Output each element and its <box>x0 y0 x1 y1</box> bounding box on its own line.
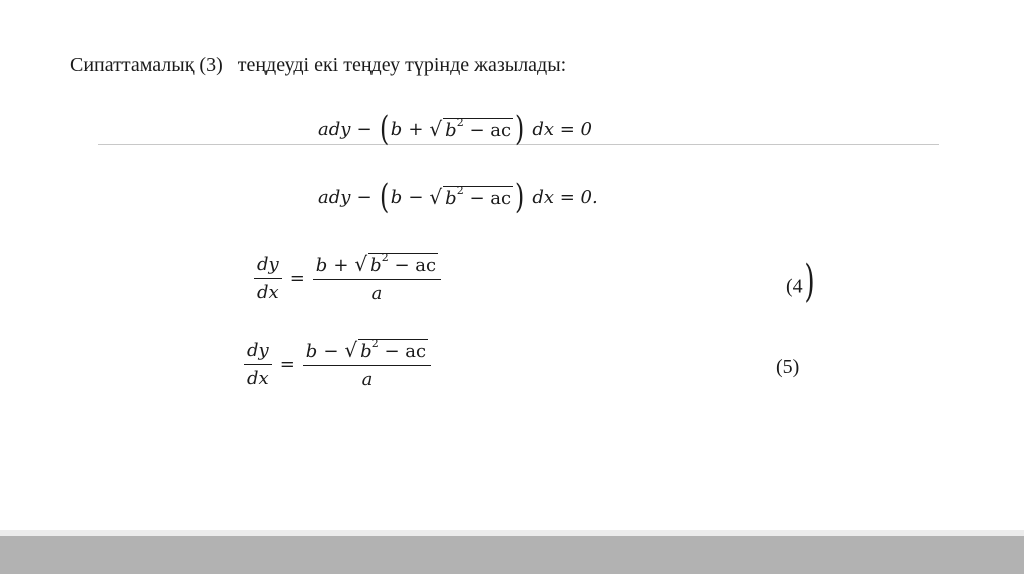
eq2-radicand: $b^2$ − ac <box>445 183 512 209</box>
equation-4 <box>250 252 445 304</box>
eq5-lhs-fraction: $\frac{dy}{dx}$ <box>244 340 272 389</box>
eq2-open-paren: ( <box>379 177 389 217</box>
intro-text: Сипаттамалық (3) теңдеуді екі теңдеу түрінде жазылады: <box>70 54 567 76</box>
eq2-close-paren: ) <box>515 177 525 217</box>
eq5-equals: = <box>279 353 295 375</box>
eq1-tail: dx = 0 <box>532 118 592 140</box>
footer-bar <box>0 536 1024 574</box>
equation-5-number: (5) <box>776 356 800 378</box>
equation-5 <box>240 338 435 390</box>
eq4-lhs-fraction: $\frac{dy}{dx}$ <box>254 254 282 303</box>
eq5-rhs-fraction: b − √ $b^2$ − ac a <box>303 338 431 390</box>
radical-sign-icon: √ <box>354 252 368 276</box>
eq2-sqrt <box>429 185 513 209</box>
eq4-equals: = <box>289 267 305 289</box>
eq1-close-paren: ) <box>515 109 525 149</box>
eq1-open-paren: ( <box>379 109 389 149</box>
eq1-plus: + <box>408 118 424 140</box>
radical-sign-icon: √ <box>344 338 358 362</box>
equation-4-number: (4) <box>786 256 815 307</box>
equation-2 <box>318 177 598 217</box>
radical-sign-icon: √ <box>429 185 443 209</box>
eq2-minus: − <box>356 186 372 208</box>
radical-sign-icon: √ <box>429 117 443 141</box>
eq1-radicand: $b^2$ − ac <box>445 115 512 141</box>
eq2-tail: dx = 0. <box>532 186 598 208</box>
eq1-left: ady <box>318 118 351 140</box>
eq2-op: − <box>408 186 424 208</box>
eq1-sqrt <box>429 117 513 141</box>
eq2-left: ady <box>318 186 351 208</box>
eq2-b: b <box>390 186 403 208</box>
equation-1 <box>318 109 592 149</box>
eq4-rhs-fraction: b + √ $b^2$ − ac a <box>313 252 441 304</box>
eq1-minus: − <box>356 118 372 140</box>
eq1-b: b <box>390 118 403 140</box>
